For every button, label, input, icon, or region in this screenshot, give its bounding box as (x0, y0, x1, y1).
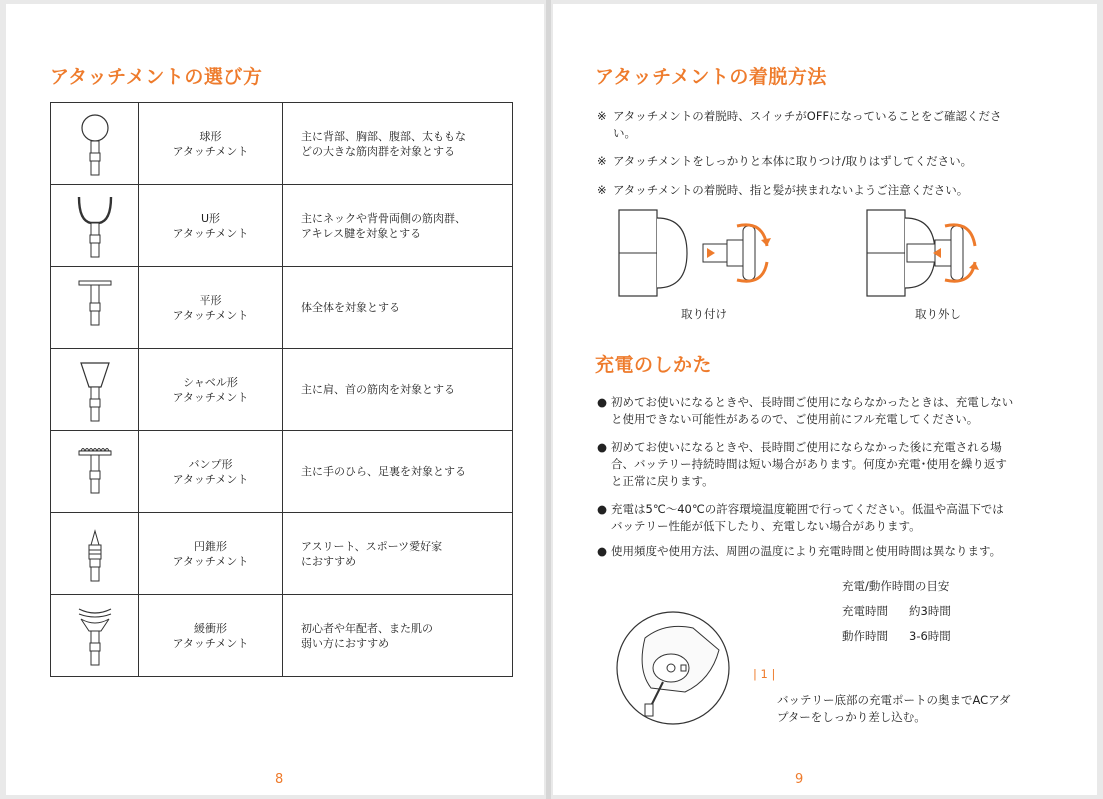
page-title: アタッチメントの選び方 (50, 66, 263, 88)
detach-caption: 取り外し (915, 307, 961, 321)
attachment-name-cell: シャベル形 アタッチメント (139, 349, 283, 431)
flat-attachment-icon (75, 275, 115, 341)
cone-attachment-icon (75, 521, 115, 587)
section-title-attach: アタッチメントの着脱方法 (595, 66, 827, 88)
attach-caption: 取り付け (681, 307, 727, 321)
table-row (51, 267, 513, 349)
guide-heading: 充電/動作時間の目安 (842, 579, 950, 593)
attachment-name-cell: 球形 アタッチメント (139, 103, 283, 185)
attachment-image-cell (51, 267, 139, 349)
table-row (51, 349, 513, 431)
table-row (51, 513, 513, 595)
attachment-description-cell: 体全体を対象とする (283, 267, 513, 349)
charging-port-illustration (615, 610, 740, 734)
charge-time-label: 充電時間 (842, 604, 888, 618)
step-number: | 1 | (753, 667, 776, 681)
operate-time-label: 動作時間 (842, 629, 888, 643)
attachment-description-cell: 主にネックや背骨両側の筋肉群、 アキレス腱を対象とする (283, 185, 513, 267)
left-page (6, 4, 544, 795)
attachment-name-cell: U形 アタッチメント (139, 185, 283, 267)
attachment-image-cell (51, 595, 139, 677)
attachment-description-cell: 初心者や年配者、また肌の 弱い方におすすめ (283, 595, 513, 677)
attachment-description-cell: 主に肩、首の筋肉を対象とする (283, 349, 513, 431)
table-row (51, 185, 513, 267)
ball-attachment-icon (75, 111, 115, 177)
step-text: バッテリー底部の充電ポートの奥までACアダ プターをしっかり差し込む。 (777, 693, 1011, 724)
attachment-description-cell: 主に手のひら、足裏を対象とする (283, 431, 513, 513)
attachment-image-cell (51, 349, 139, 431)
bullet-item: ● 初めてお使いになるときや、長時間ご使用にならなかった後に充電される場 合、バッテリー持続時間は短い場合があります。何度か充電･使用を繰り返す と正常に戻ります。 (597, 440, 1007, 488)
attachment-name-cell: バンプ形 アタッチメント (139, 431, 283, 513)
bullet-item: ● 充電は5℃～40℃の許容環境温度範囲で行ってください。低温や高温下では バッテリー性能が低下したり、充電しない場合があります。 (597, 502, 1004, 533)
page-number: 8 (275, 772, 284, 787)
table-row (51, 595, 513, 677)
attachment-name-cell: 平形 アタッチメント (139, 267, 283, 349)
operate-time-value: 3-6時間 (909, 629, 951, 643)
attachment-description-cell: アスリート、スポーツ愛好家 におすすめ (283, 513, 513, 595)
page-number: 9 (795, 772, 804, 787)
detach-diagram (865, 206, 1035, 300)
bullet-item: ● 初めてお使いになるときや、長時間ご使用にならなかったときは、充電しない と使用できない可能性があるので、ご使用前にフル充電してください。 (597, 395, 1014, 426)
bullet-item: ● 使用頻度や使用方法、周囲の温度により充電時間と使用時間は異なります。 (597, 544, 1002, 558)
section-title-charge: 充電のしかた (595, 354, 713, 376)
book-spine (546, 0, 551, 799)
attachment-image-cell (51, 513, 139, 595)
note-item: ※ アタッチメントの着脱時、指と髪が挟まれないようご注意ください。 (597, 183, 969, 197)
right-page (553, 4, 1097, 795)
attachment-name-cell: 円錐形 アタッチメント (139, 513, 283, 595)
note-item: ※ アタッチメントをしっかりと本体に取りつけ/取りはずしてください。 (597, 154, 973, 168)
charge-time-value: 約3時間 (909, 604, 951, 618)
attachment-name-cell: 緩衝形 アタッチメント (139, 595, 283, 677)
shovel-attachment-icon (75, 357, 115, 423)
table-row (51, 103, 513, 185)
bump-attachment-icon (75, 439, 115, 505)
cushion-attachment-icon (75, 603, 115, 669)
attachment-image-cell (51, 431, 139, 513)
table-row (51, 431, 513, 513)
attach-diagram (617, 206, 787, 300)
u-shape-attachment-icon (75, 193, 115, 259)
note-item: ※ アタッチメントの着脱時、スイッチがOFFになっていることをご確認くださ い。 (597, 109, 1002, 140)
attachment-table (50, 102, 513, 677)
attachment-image-cell (51, 103, 139, 185)
attachment-description-cell: 主に背部、胸部、腹部、太ももな どの大きな筋肉群を対象とする (283, 103, 513, 185)
attachment-image-cell (51, 185, 139, 267)
